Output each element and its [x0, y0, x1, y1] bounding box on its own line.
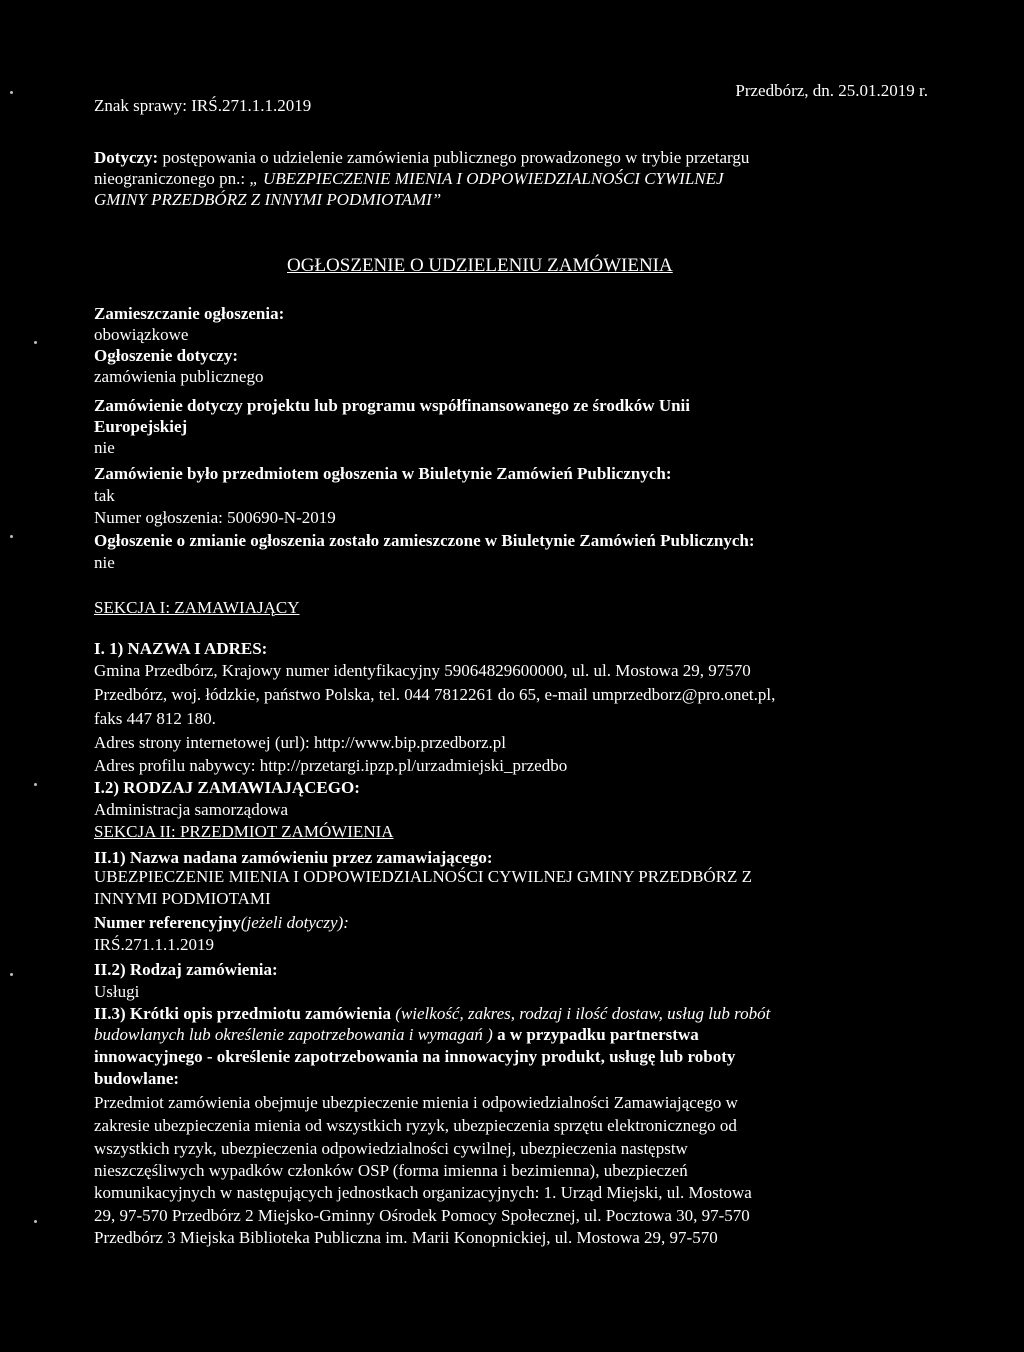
- reference-label-note: (jeżeli dotyczy):: [240, 913, 349, 932]
- description-line-4: nieszczęśliwych wypadków członków OSP (forma imienna i bezimienna), ubezpieczeń: [94, 1161, 688, 1180]
- concerns-value: zamówienia publicznego: [94, 367, 264, 386]
- address-line-2: Przedbórz, woj. łódzkie, państwo Polska, tel. 044 7812261 do 65, e-mail umprzedborz@pro.onet.pl,: [94, 685, 776, 704]
- buyer-type-heading: I.2) RODZAJ ZAMAWIAJĄCEGO:: [94, 778, 360, 797]
- description-line-1: Przedmiot zamówienia obejmuje ubezpieczenie mienia i odpowiedzialności Zamawiającego w: [94, 1093, 738, 1112]
- description-line-6: 29, 97-570 Przedbórz 2 Miejsko-Gminny Ośrodek Pomocy Społecznej, ul. Pocztowa 30, 97-570: [94, 1206, 750, 1225]
- subject-label: Dotyczy:: [94, 148, 159, 167]
- scan-speck: [10, 973, 13, 976]
- order-kind-heading: II.2) Rodzaj zamówienia:: [94, 960, 278, 979]
- order-kind-value: Usługi: [94, 982, 140, 1001]
- scan-speck: [34, 1220, 37, 1223]
- scan-speck: [34, 341, 37, 344]
- concerns-label: Ogłoszenie dotyczy:: [94, 346, 238, 365]
- description-line-3: wszystkich ryzyk, ubezpieczenia odpowiedzialności cywilnej, ubezpieczenia następstw: [94, 1139, 688, 1158]
- description-heading-line-2: [94, 1024, 699, 1045]
- website-line: Adres strony internetowej (url): http://www.bip.przedborz.pl: [94, 733, 506, 752]
- subject-line-1: [94, 147, 749, 168]
- document-title: OGŁOSZENIE O UDZIELENIU ZAMÓWIENIA: [287, 255, 673, 276]
- subject-line-2: [94, 168, 724, 189]
- description-line-5: komunikacyjnych w następujących jednostkach organizacyjnych: 1. Urząd Miejski, ul. Mostowa: [94, 1183, 752, 1202]
- bzp-label: Zamówienie było przedmiotem ogłoszenia w Biuletynie Zamówień Publicznych:: [94, 464, 672, 483]
- place-date: Przedbórz, dn. 25.01.2019 r.: [735, 81, 928, 100]
- name-address-heading: I. 1) NAZWA I ADRES:: [94, 639, 268, 658]
- placement-label: Zamieszczanie ogłoszenia:: [94, 304, 285, 323]
- buyer-type-value: Administracja samorządowa: [94, 800, 289, 819]
- description-heading-line-3: innowacyjnego - określenie zapotrzebowania na innowacyjny produkt, usługę lub roboty: [94, 1047, 736, 1066]
- address-line-3: faks 447 812 180.: [94, 709, 216, 728]
- order-name-line-2: INNYMI PODMIOTAMI: [94, 889, 271, 908]
- description-line-7: Przedbórz 3 Miejska Biblioteka Publiczna im. Marii Konopnickiej, ul. Mostowa 29, 97-570: [94, 1228, 718, 1247]
- address-line-1: Gmina Przedbórz, Krajowy numer identyfikacyjny 59064829600000, ul. ul. Mostowa 29, 97570: [94, 661, 751, 680]
- scan-speck: [34, 783, 37, 786]
- scan-speck: [10, 91, 13, 94]
- subject-prefix: nieograniczonego pn.:: [94, 169, 250, 188]
- subject-text: postępowania o udzielenie zamówienia publicznego prowadzonego w trybie przetargu: [162, 148, 750, 167]
- description-heading-partnership: a w przypadku partnerstwa: [492, 1025, 699, 1044]
- case-number: Znak sprawy: IRŚ.271.1.1.2019: [94, 96, 312, 115]
- eu-funding-label: Zamówienie dotyczy projektu lub programu współfinansowanego ze środków Unii: [94, 396, 690, 415]
- section-2-heading: SEKCJA II: PRZEDMIOT ZAMÓWIENIA: [94, 822, 394, 841]
- description-line-2: zakresie ubezpieczenia mienia od wszystkich ryzyk, ubezpieczenia sprzętu elektronicznego od: [94, 1116, 737, 1135]
- notice-number: Numer ogłoszenia: 500690-N-2019: [94, 508, 336, 527]
- order-name-line-1: UBEZPIECZENIE MIENIA I ODPOWIEDZIALNOŚCI CYWILNEJ GMINY PRZEDBÓRZ Z: [94, 867, 753, 886]
- scan-speck: [10, 535, 13, 538]
- change-notice-label: Ogłoszenie o zmianie ogłoszenia zostało zamieszczone w Biuletynie Zamówień Publicznych:: [94, 531, 755, 550]
- description-heading-note-cont: budowlanych lub określenie zapotrzebowania i wymagań ): [94, 1025, 493, 1044]
- description-heading-line-1: [94, 1003, 770, 1024]
- section-1-heading: SEKCJA I: ZAMAWIAJĄCY: [94, 598, 300, 617]
- eu-funding-value: nie: [94, 438, 115, 457]
- buyer-profile-line: Adres profilu nabywcy: http://przetargi.ipzp.pl/urzadmiejski_przedbo: [94, 756, 568, 775]
- reference-value: IRŚ.271.1.1.2019: [94, 935, 214, 954]
- change-notice-value: nie: [94, 553, 115, 572]
- tender-title-part-2: GMINY PRZEDBÓRZ Z INNYMI PODMIOTAMI”: [94, 190, 442, 209]
- order-name-heading: II.1) Nazwa nadana zamówieniu przez zamawiającego:: [94, 848, 493, 867]
- eu-funding-label-cont: Europejskiej: [94, 417, 188, 436]
- placement-value: obowiązkowe: [94, 325, 189, 344]
- reference-label-line: [94, 912, 349, 933]
- description-heading-line-4: budowlane:: [94, 1069, 180, 1088]
- bzp-value: tak: [94, 486, 115, 505]
- reference-label: Numer referencyjny: [94, 913, 241, 932]
- tender-title-part-1: „ UBEZPIECZENIE MIENIA I ODPOWIEDZIALNOŚCI CYWILNEJ: [249, 169, 724, 188]
- description-heading-note: (wielkość, zakres, rodzaj i ilość dostaw, usług lub robót: [395, 1004, 771, 1023]
- description-heading: II.3) Krótki opis przedmiotu zamówienia: [94, 1004, 396, 1023]
